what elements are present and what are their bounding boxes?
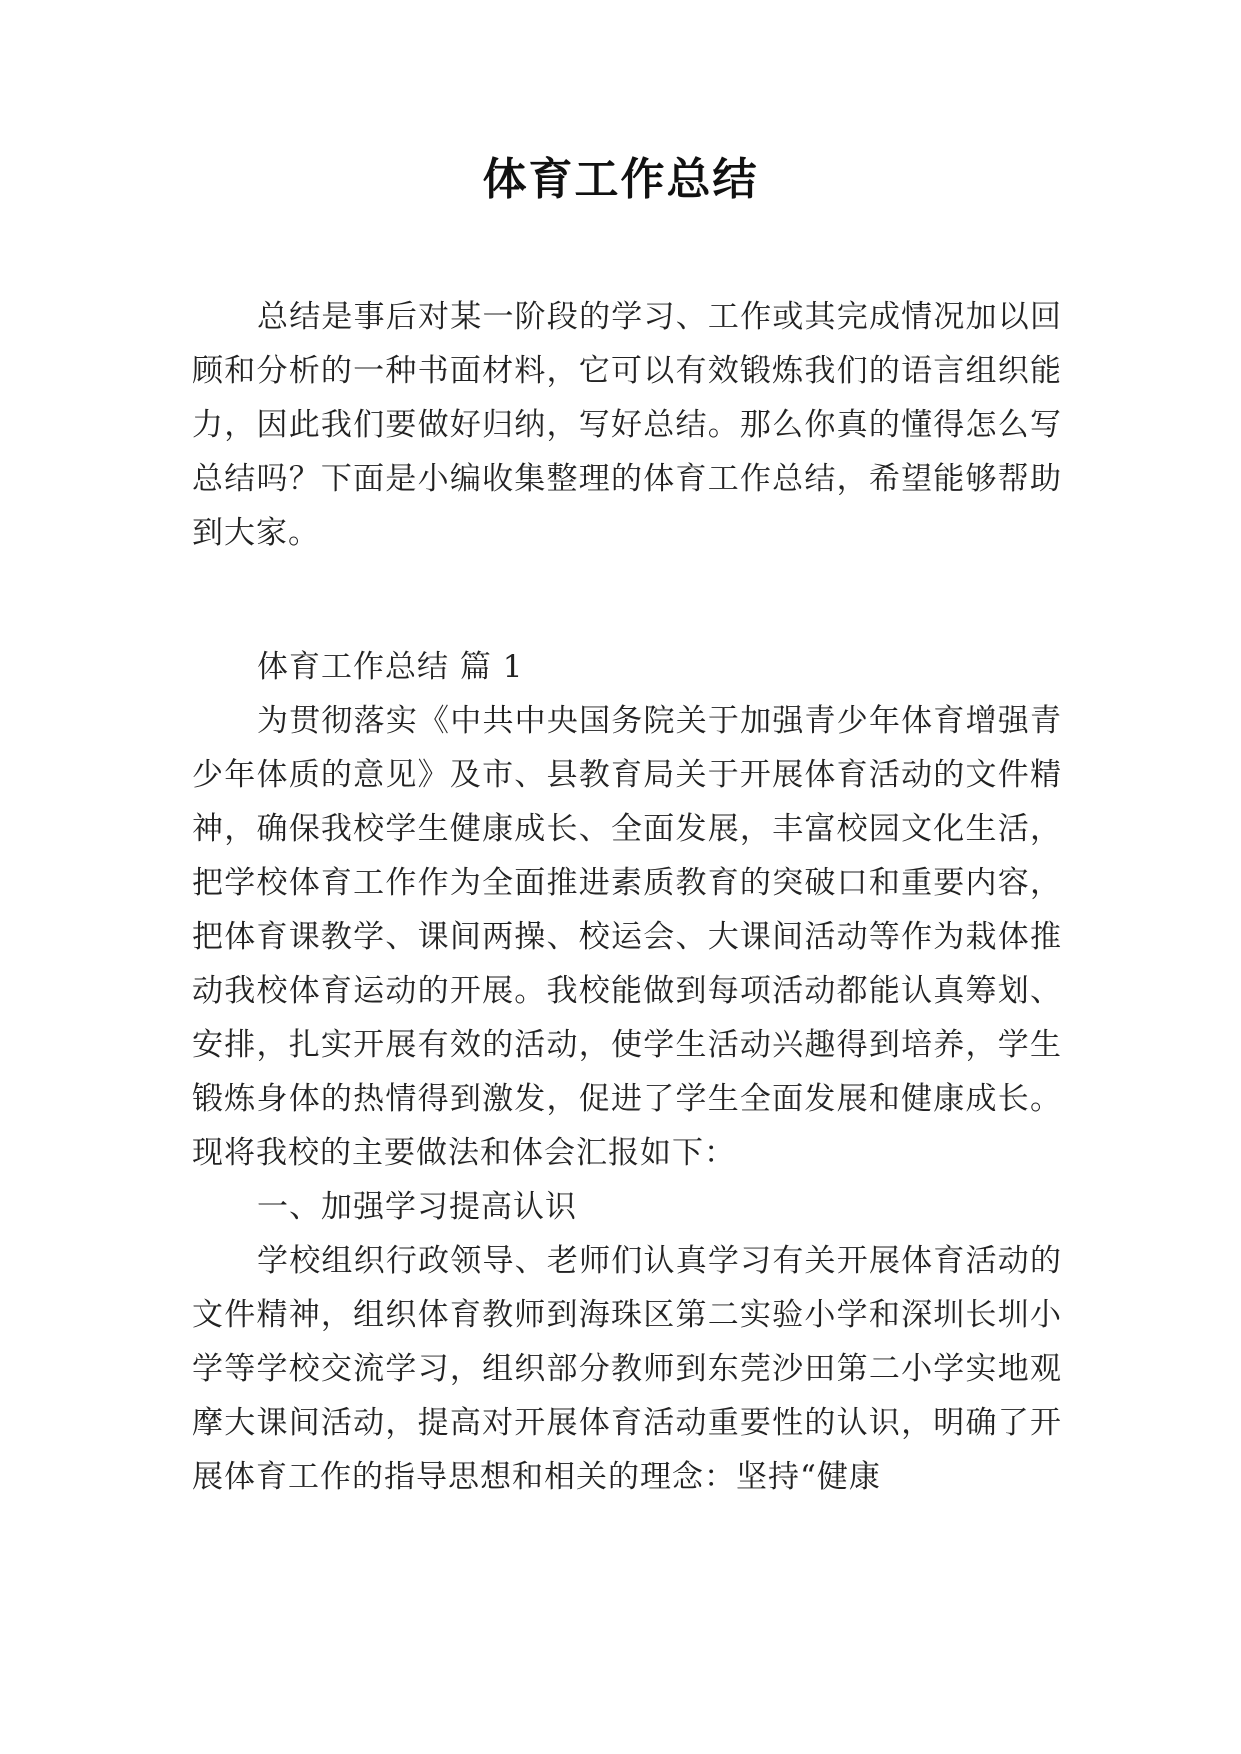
- intro-paragraph: 总结是事后对某一阶段的学习、工作或其完成情况加以回顾和分析的一种书面材料，它可以有效锻炼我们的语言组织能力，因此我们要做好归纳，写好总结。那么你真的懂得怎么写总结吗？下面是小编收集整理的体育工作总结，希望能够帮助到大家。: [192, 299, 1062, 551]
- body-paragraph-2: 学校组织行政领导、老师们认真学习有关开展体育活动的文件精神，组织体育教师到海珠区第二实验小学和深圳长圳小学等学校交流学习，组织部分教师到东莞沙田第二小学实地观摩大课间活动，提高对开展体育活动重要性的认识，明确了开展体育工作的指导思想和相关的理念：坚持“健康: [192, 1243, 1062, 1495]
- document-title: 体育工作总结: [482, 154, 759, 205]
- subheading-1: 一、加强学习提高认识: [257, 1189, 577, 1225]
- section-heading: 体育工作总结 篇 1: [257, 649, 524, 685]
- body-paragraph-1: 为贯彻落实《中共中央国务院关于加强青少年体育增强青少年体质的意见》及市、县教育局关于开展体育活动的文件精神，确保我校学生健康成长、全面发展，丰富校园文化生活，把学校体育工作作为全面推进素质教育的突破口和重要内容，把体育课教学、课间两操、校运会、大课间活动等作为栽体推动我校体育运动的开展。我校能做到每项活动都能认真筹划、安排，扎实开展有效的活动，使学生活动兴趣得到培养，学生锻炼身体的热情得到激发，促进了学生全面发展和健康成长。现将我校的主要做法和体会汇报如下：: [192, 703, 1062, 1171]
